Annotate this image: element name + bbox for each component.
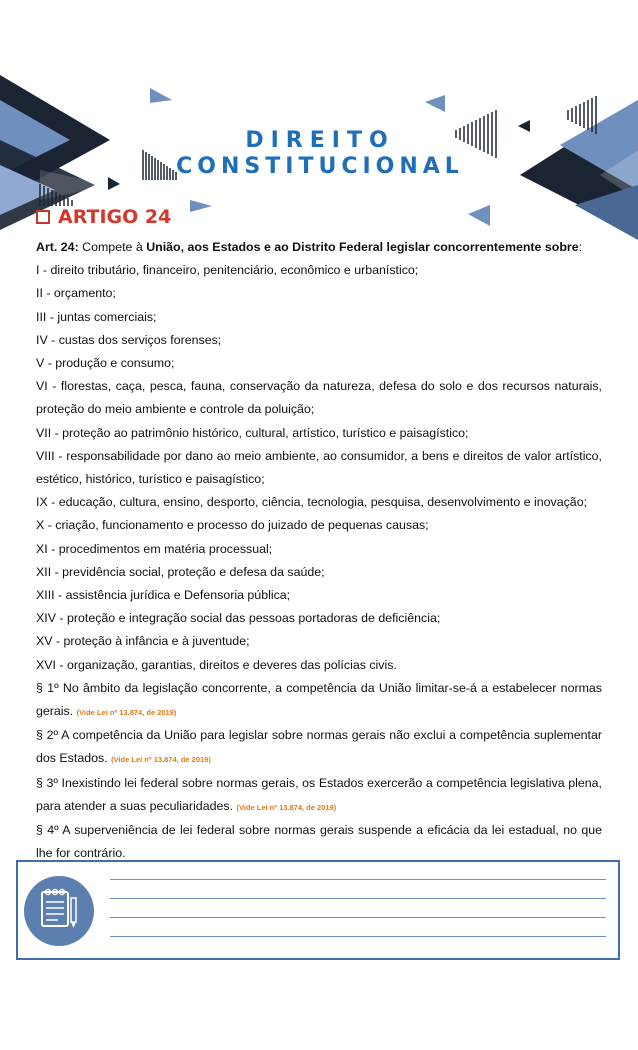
article-item: XII - previdência social, proteção e defesa da saúde; (36, 564, 325, 579)
title-line-2: CONSTITUCIONAL (176, 154, 464, 179)
paragraph-text: § 3º Inexistindo lei federal sobre normas gerais, os Estados exercerão a competência legislativa plena, para atender a suas peculiaridades. (36, 775, 602, 813)
article-paragraph (36, 819, 602, 865)
article-item: I - direito tributário, financeiro, penitenciário, econômico e urbanístico; (36, 263, 419, 278)
article-item: XI - procedimentos em matéria processual; (36, 541, 273, 556)
notes-box (16, 860, 620, 960)
paragraph-text: § 2º A competência da União para legislar sobre normas gerais não exclui a competência suplementar dos Estados. (36, 728, 602, 766)
article-item: V - produção e consumo; (36, 356, 175, 371)
article-item: IX - educação, cultura, ensino, desporto, ciência, tecnologia, pesquisa, desenvolvimento e inovação; (36, 495, 588, 510)
checkbox-icon (36, 210, 50, 224)
section-heading (36, 206, 171, 228)
article-item: VI - florestas, caça, pesca, fauna, conservação da natureza, defesa do solo e dos recursos naturais, proteção do meio ambiente e controle da poluição; (36, 379, 602, 417)
article-number: Art. 24: (36, 240, 79, 254)
title-line-1: DIREITO (245, 128, 395, 153)
note-line (110, 917, 606, 918)
article-item: XIII - assistência jurídica e Defensoria pública; (36, 588, 291, 603)
section-title: ARTIGO 24 (58, 206, 172, 228)
article-item: II - orçamento; (36, 286, 116, 301)
note-line (110, 898, 606, 899)
notepad-pencil-icon (24, 876, 94, 946)
article-item: VII - proteção ao patrimônio histórico, cultural, artístico, turístico e paisagístico; (36, 425, 469, 440)
article-item: IV - custas dos serviços forenses; (36, 332, 222, 347)
note-line (110, 879, 606, 880)
article-paragraph (36, 772, 602, 819)
article-paragraph (36, 677, 602, 724)
law-reference-note[interactable]: (Vide Lei nº 13.874, de 2019) (111, 755, 211, 765)
article-item: XIV - proteção e integração social das pessoas portadoras de deficiência; (36, 611, 441, 626)
note-line (110, 936, 606, 937)
note-lines (110, 879, 606, 955)
notes-circle (24, 876, 94, 946)
article-item: XVI - organização, garantias, direitos e deveres das polícias civis. (36, 657, 397, 672)
article-item: VIII - responsabilidade por dano ao meio ambiente, ao consumidor, a bens e direitos de valor artístico, estético, histórico, turístico e paisagístico; (36, 448, 602, 487)
paragraph-text: § 4º A superveniência de lei federal sobre normas gerais suspende a eficácia da lei estadual, no que lhe for contrário. (36, 823, 602, 861)
article-item: XV - proteção à infância e à juventude; (36, 634, 250, 649)
article-lead-colon: : (578, 240, 583, 254)
law-reference-note[interactable]: (Vide Lei nº 13.874, de 2019) (236, 802, 337, 812)
article-lead-text: Compete à (78, 240, 147, 254)
header-banner (0, 0, 638, 240)
article-lead (36, 236, 602, 259)
article-content (36, 236, 602, 865)
article-item: X - criação, funcionamento e processo do juizado de pequenas causas; (36, 518, 429, 533)
article-paragraph (36, 724, 602, 771)
page-title (150, 128, 490, 180)
paragraph-text: § 1º No âmbito da legislação concorrente, a competência da União limitar-se-á a estabelecer normas gerais. (36, 680, 602, 719)
law-reference-note[interactable]: (Vide Lei nº 13.874, de 2019) (76, 708, 177, 718)
article-lead-bold: União, aos Estados e ao Distrito Federal legislar concorrentemente sobre (146, 240, 579, 254)
article-item: III - juntas comerciais; (36, 309, 157, 324)
article-items (36, 259, 602, 677)
article-paragraphs (36, 677, 602, 866)
geometric-decoration (0, 0, 638, 240)
